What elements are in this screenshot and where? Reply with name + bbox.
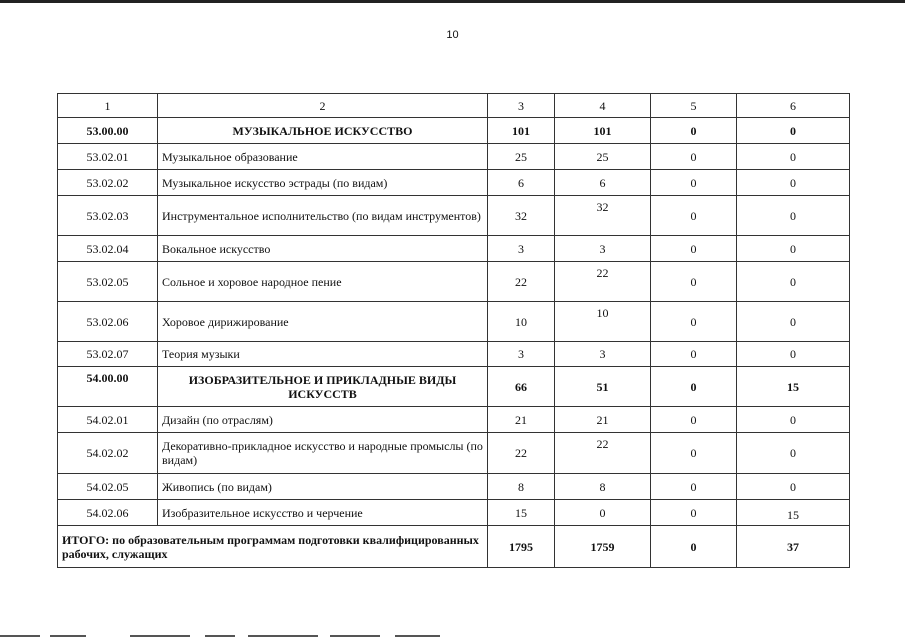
- table-total-row: [58, 526, 850, 568]
- row-name: Живопись (по видам): [158, 474, 488, 500]
- row-col-3: 21: [488, 407, 555, 433]
- row-col-5: 0: [651, 433, 737, 474]
- total-col-4: 1759: [555, 526, 651, 568]
- header-col-6: 6: [737, 94, 850, 118]
- table-row: [58, 342, 850, 367]
- table-header-row: [58, 94, 850, 118]
- row-col-6: 0: [737, 170, 850, 196]
- table-row: [58, 236, 850, 262]
- row-col-6: 15: [737, 500, 850, 526]
- row-col-6: 0: [737, 196, 850, 236]
- table-row: [58, 170, 850, 196]
- row-col-4: 3: [555, 342, 651, 367]
- row-col-6: 15: [737, 367, 850, 407]
- row-col-3: 15: [488, 500, 555, 526]
- header-col-2: 2: [158, 94, 488, 118]
- row-col-5: 0: [651, 342, 737, 367]
- row-col-5: 0: [651, 262, 737, 302]
- row-col-3: 25: [488, 144, 555, 170]
- row-col-4: 21: [555, 407, 651, 433]
- row-code: 53.02.01: [58, 144, 158, 170]
- row-code: 54.02.06: [58, 500, 158, 526]
- row-code: 53.02.07: [58, 342, 158, 367]
- row-code: 54.02.02: [58, 433, 158, 474]
- table-row: [58, 500, 850, 526]
- row-col-4: 25: [555, 144, 651, 170]
- table-row: [58, 262, 850, 302]
- row-col-5: 0: [651, 367, 737, 407]
- row-col-5: 0: [651, 500, 737, 526]
- row-name: Музыкальное искусство эстрады (по видам): [158, 170, 488, 196]
- row-name: МУЗЫКАЛЬНОЕ ИСКУССТВО: [158, 118, 488, 144]
- row-col-4: 8: [555, 474, 651, 500]
- row-code: 53.02.02: [58, 170, 158, 196]
- row-col-3: 66: [488, 367, 555, 407]
- row-name: ИЗОБРАЗИТЕЛЬНОЕ И ПРИКЛАДНЫЕ ВИДЫ ИСКУССТВ: [158, 367, 488, 407]
- row-name: Декоративно-прикладное искусство и народные промыслы (по видам): [158, 433, 488, 474]
- table-row: [58, 407, 850, 433]
- row-col-3: 3: [488, 342, 555, 367]
- row-col-3: 3: [488, 236, 555, 262]
- header-col-4: 4: [555, 94, 651, 118]
- row-col-5: 0: [651, 236, 737, 262]
- row-col-6: 0: [737, 407, 850, 433]
- row-col-3: 8: [488, 474, 555, 500]
- row-col-6: 0: [737, 342, 850, 367]
- row-col-5: 0: [651, 302, 737, 342]
- row-code: 54.02.01: [58, 407, 158, 433]
- table-row-group: [58, 118, 850, 144]
- row-col-5: 0: [651, 118, 737, 144]
- row-name: Изобразительное искусство и черчение: [158, 500, 488, 526]
- row-col-6: 0: [737, 144, 850, 170]
- row-col-3: 6: [488, 170, 555, 196]
- row-col-4: 22: [555, 262, 651, 302]
- row-col-4: 32: [555, 196, 651, 236]
- row-code: 53.02.03: [58, 196, 158, 236]
- table-row: [58, 196, 850, 236]
- page-number: 10: [446, 29, 459, 41]
- row-col-6: 0: [737, 262, 850, 302]
- table-row: [58, 144, 850, 170]
- row-col-5: 0: [651, 196, 737, 236]
- top-border-line: [0, 0, 905, 3]
- row-col-4: 6: [555, 170, 651, 196]
- row-code: 53.02.06: [58, 302, 158, 342]
- total-col-6: 37: [737, 526, 850, 568]
- row-col-6: 0: [737, 302, 850, 342]
- row-col-6: 0: [737, 236, 850, 262]
- table-row: [58, 474, 850, 500]
- header-col-1: 1: [58, 94, 158, 118]
- row-col-3: 101: [488, 118, 555, 144]
- row-col-4: 10: [555, 302, 651, 342]
- total-col-3: 1795: [488, 526, 555, 568]
- row-code: 53.02.05: [58, 262, 158, 302]
- row-col-5: 0: [651, 170, 737, 196]
- row-col-4: 0: [555, 500, 651, 526]
- row-col-5: 0: [651, 474, 737, 500]
- table-row-group: [58, 367, 850, 407]
- row-name: Музыкальное образование: [158, 144, 488, 170]
- row-col-4: 101: [555, 118, 651, 144]
- header-col-5: 5: [651, 94, 737, 118]
- scan-bottom-edge: [0, 632, 905, 640]
- row-name: Сольное и хоровое народное пение: [158, 262, 488, 302]
- row-col-4: 3: [555, 236, 651, 262]
- header-col-3: 3: [488, 94, 555, 118]
- specialties-table: [57, 93, 850, 568]
- row-code: 53.00.00: [58, 118, 158, 144]
- row-col-3: 10: [488, 302, 555, 342]
- row-name: Хоровое дирижирование: [158, 302, 488, 342]
- row-col-3: 22: [488, 262, 555, 302]
- row-name: Вокальное искусство: [158, 236, 488, 262]
- row-name: Теория музыки: [158, 342, 488, 367]
- row-col-3: 32: [488, 196, 555, 236]
- total-label: ИТОГО: по образовательным программам подготовки квалифицированных рабочих, служащих: [58, 526, 488, 568]
- row-name: Дизайн (по отраслям): [158, 407, 488, 433]
- row-col-5: 0: [651, 144, 737, 170]
- total-col-5: 0: [651, 526, 737, 568]
- row-col-4: 22: [555, 433, 651, 474]
- row-name: Инструментальное исполнительство (по видам инструментов): [158, 196, 488, 236]
- row-col-4: 51: [555, 367, 651, 407]
- table-row: [58, 302, 850, 342]
- row-col-6: 0: [737, 433, 850, 474]
- row-col-3: 22: [488, 433, 555, 474]
- row-code: 53.02.04: [58, 236, 158, 262]
- table-row: [58, 433, 850, 474]
- row-code: 54.02.05: [58, 474, 158, 500]
- row-code: 54.00.00: [58, 367, 158, 407]
- row-col-6: 0: [737, 118, 850, 144]
- row-col-5: 0: [651, 407, 737, 433]
- row-col-6: 0: [737, 474, 850, 500]
